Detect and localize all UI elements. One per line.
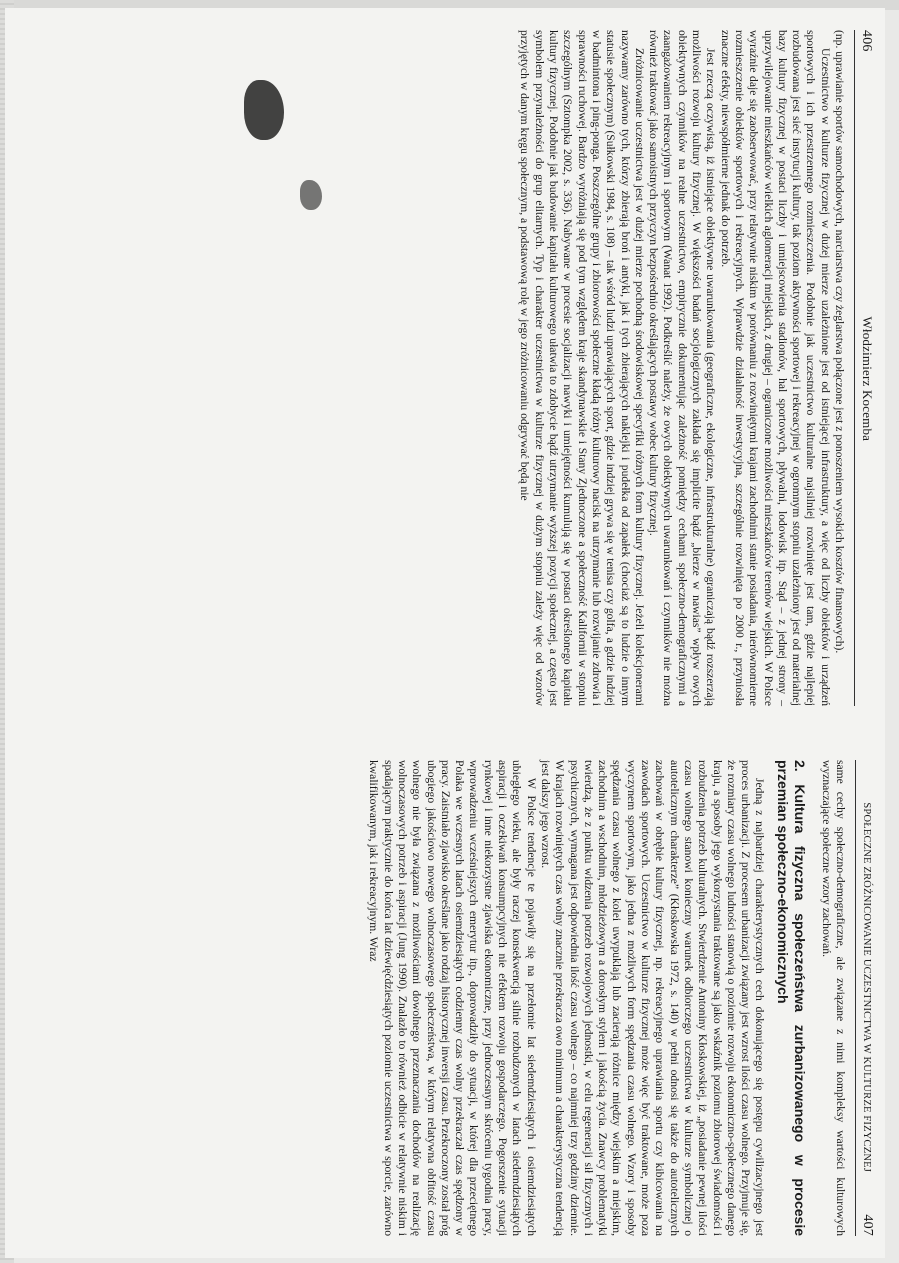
paragraph: (np. uprawianie sportów samochodowych, narciarstwa czy żeglarstwa połączone jest z ponoszeniem wysokich kosztów finansowych). <box>833 30 846 654</box>
book-spread <box>5 8 885 1258</box>
paragraph: Uczestnictwo w kulturze fizycznej w dużej mierze uzależnione jest od istniejącej infrastruktury, a więc od liczby obiektów i urządzeń sportowych i ich przestrzennego rozmieszczenia. Podobnie jak uczestnictwo kulturalne najsilniej rozwinięte jest tam, gdzie najlepiej rozbudowana jest sieć instytucji kultury, tak poziom aktywności sportowej i rekreacyjnej w ogromnym stopniu uzależniony jest od materialnej bazy kultury fizycznej w postaci liczby i umiejscowienia stadionów, hal sportowych, pływalni, lodowisk itp. Stąd – z jednej strony – uprzywilejowanie mieszkańców wielkich aglomeracji miejskich, z drugiej – ograniczone możliwości mieszkańców terenów wiejskich. W Polsce wyraźnie daje się zaobserwować, przy relatywnie niskim w porównaniu z rozwiniętymi krajami zachodnimi stanie posiadania, nierównomierne rozmieszczenie obiektów sportowych i rekreacyjnych. Wprawdzie działalność inwestycyjna, szczególnie rozwinięta po 2000 r., przyniosła znaczne efekty, niewspółmierne jednak do potrzeb. <box>718 30 832 706</box>
running-head-author: Włodzimierz Kocemba <box>860 316 875 442</box>
running-head-title: SPOŁECZNE ZRÓŻNICOWANIE UCZESTNICTWA W KULTURZE FIZYCZNEJ <box>861 802 872 1173</box>
running-head-right <box>855 760 875 1236</box>
paragraph: Jest rzeczą oczywistą, iż istniejące obiektywne uwarunkowania (geograficzne, ekologiczne, infrastrukturalne) ograniczają bądź rozszerzają możliwości rozwoju kultury fizycznej. W większości badań socjologicznych zakłada się implicite bądź „bierze w nawias” wpływ owych obiektywnych czynników na realne uczestnictwo, empirycznie dokumentując zależność pomiędzy cechami społeczno-demograficznymi a zaangażowaniem rekreacyjnym i sportowym (Wanat 1992). Podkreślić należy, że owych obiektywnych uwarunkowań i czynników nie można również traktować jako samoistnych przyczyn bezpośrednio określających postawy wobec kultury fizycznej. <box>647 30 718 706</box>
paragraph: W Polsce tendencje te pojawiły się na przełomie lat siedemdziesiątych i osiemdziesiątych ubiegłego wieku, ale były raczej konsekwencją silnie rozbudzonych w latach siedemdziesiątych aspiracji i oczekiwań konsumpcyjnych nie efektem rozwoju gospodarczego. Pogorszenie sytuacji rynkowej i inne niekorzystne zjawiska ekonomiczne, przy jednoczesnym skróceniu tygodnia pracy, wprowadzeniu wcześniejszych emerytur itp., doprowadziły do sytuacji, w której dla przeciętnego Polaka we wczesnych latach osiemdziesiątych codzienny czas wolny przekraczał czas spędzony w pracy. Zaistniało zjawisko określane jako rodzaj historycznej inwersji czasu. Przekroczony został próg ubogiego jakościowo nowego wolnoczasowego społeczeństwa, w którym relatywna obfitość czasu wolnego nie była związana z możliwościami dowolnego przeznaczania dochodów na realizację wolnoczasowych potrzeb i aspiracji (Jung 1990). Znalazło to również odbicie w relatywnie niskim i spadającym praktycznie do końca lat dziewięćdziesiątych poziomie uczestnictwa w sporcie, zarówno kwalifikowanym, jak i rekreacyjnym. Wraz <box>367 760 538 1236</box>
right-page-text <box>366 760 847 1236</box>
running-head-left <box>854 30 875 706</box>
scan-smudge <box>300 180 322 210</box>
paragraph: same cechy społeczno-demograficzne, ale związane z nimi kompleksy wartości kulturowych wyznaczające społeczne wzory zachowań. <box>819 760 847 1236</box>
page-406 <box>15 8 875 728</box>
page-number-right: 407 <box>860 1214 875 1236</box>
paragraph: Zróżnicowanie uczestnictwa jest w dużej mierze pochodną środowiskowej specyfiki różnych form kultury fizycznej. Jeżeli kolekcjonerami nazywamy zarówno tych, którzy zbierają broń i antyki, jak i tych zbierających naklejki i pudełka od zapałek (chociaż są to ludzie o innym statusie społecznym) (Sułkowski 1984, s. 108) – tak wśród ludzi uprawiających sport, gdzie indziej grywa się w tenisa czy golfa, a gdzie indziej w badmintona i ping-ponga. Poszczególne grupy i zbiorowości społeczne kładą różny kulturowy nacisk na utrzymanie lub rozwijanie zdrowia i sprawności ruchowej. Bardzo wyróżniają się pod tym względem kraje skandynawskie i Stany Zjednoczone a społeczność Kalifornii w stopniu szczególnym (Sztompka 2002, s. 336). Nabywane w procesie socjalizacji nawyki i umiejętności kumulują się w postaci określonego kapitału kultury fizycznej. Podobnie jak budowanie kapitału kulturowego ułatwia to zdobycie bądź utrzymanie wyższej pozycji społecznej, a często jest symbolem przynależności do grup elitarnych. Typ i charakter uczestnictwa w kulturze fizycznej w dużym stopniu zależy więc od wzorów przyjętych w danym kręgu społecznym, a podstawową rolę w jego zróżnicowaniu odgrywać będą nie <box>518 30 646 706</box>
left-page-text <box>517 30 846 706</box>
page-407 <box>15 738 875 1258</box>
section-heading: 2. Kultura fizyczna społeczeństwa zurbanizowanego w procesie przemian społeczno-ekonomicznych <box>775 760 809 1236</box>
page-number-left: 406 <box>859 30 874 52</box>
paragraph: Jedną z najbardziej charakterystycznych cech dokonującego się postępu cywilizacyjnego jest proces urbanizacji. Z procesem urbanizacji związany jest wzrost ilości czasu wolnego. Przyjmuje się, że rozmiary czasu wolnego ludności stanowią o poziomie rozwoju ekonomiczno-społecznego danego kraju, a sposoby jego wykorzystania traktowane są jako wskaźnik poziomu zbiorowej świadomości i rozbudzenia potrzeb kulturalnych. Stwierdzenie Antoniny Kłoskowskiej, iż „posiadanie pewnej ilości czasu wolnego stanowi konieczny warunek odbiorczego uczestnictwa w kulturze symbolicznej o autotelicznym charakterze” (Kłoskowska 1972, s. 140) w pełni odnosi się także do autotelicznych zachowań w obrębie kultury fizycznej, np. rekreacyjnego uprawiania sportu czy kibicowania na zawodach sportowych. Uczestnictwo w kulturze fizycznej może więc być traktowane, może poza wyczynem sportowym, jako jedna z możliwych form spędzania czasu wolnego. Wzory i sposoby spędzania czasu wolnego z kolei uwypuklają lub zacierają różnice między wiejskim a miejskim, zachodnim a wschodnim, młodzieżowym a dorosłym stylem i jakością życia. Znawcy problematyki twierdzą, że z punktu widzenia potrzeb rozwojowych jednostki, w celu regeneracji sił fizycznych i psychicznych, wymagana jest odpowiednia ilość czasu wolnego – co najmniej trzy godziny dziennie. W krajach rozwiniętych czas wolny znacznie przekracza owo minimum a charakterystyczna tendencją jest dalszy jego wzrost. <box>538 760 767 1236</box>
